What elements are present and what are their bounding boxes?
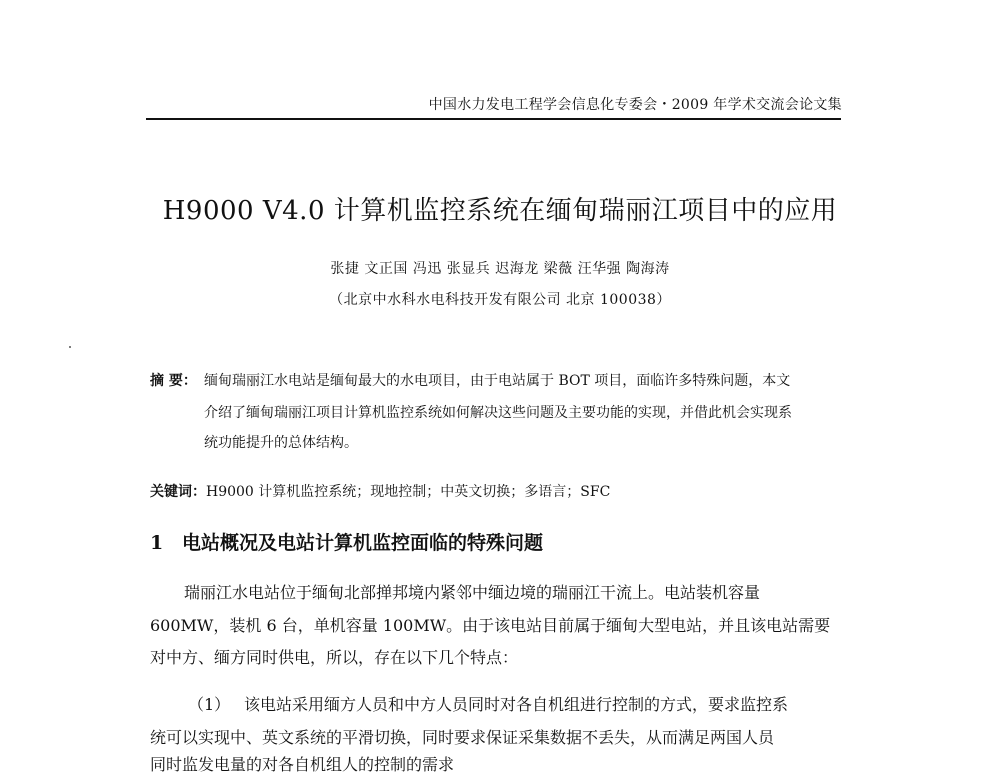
list-item-line: 统可以实现中、英文系统的平滑切换，同时要求保证采集数据不丢失，从而满足两国人员 [150,728,775,747]
keywords-text: H9000 计算机监控系统；现地控制；中英文切换；多语言；SFC [206,484,611,500]
list-item-text: 该电站采用缅方人员和中方人员同时对各自机组进行控制的方式，要求监控系 [244,695,789,714]
abstract-line: 缅甸瑞丽江水电站是缅甸最大的水电项目，由于电站属于 BOT 项目，面临许多特殊问题，本文 [204,373,791,389]
running-header [0,94,1000,116]
list-item-line [188,692,788,715]
keywords-label: 关键词： [150,484,206,500]
header-rule [146,118,841,120]
running-header-text: 中国水力发电工程学会信息化专委会・2009 年学术交流会论文集 [428,97,842,113]
section-number: 1 [150,532,164,554]
paper-title: H9000 V4.0 计算机监控系统在缅甸瑞丽江项目中的应用 [162,196,838,226]
abstract-line: 介绍了缅甸瑞丽江项目计算机监控系统如何解决这些问题及主要功能的实现，并借此机会实现系 [204,405,792,421]
list-item-line: 同时监发电量的对各自机组人的控制的需求 [150,755,455,774]
paragraph-line: 600MW，装机 6 台，单机容量 100MW。由于该电站目前属于缅甸大型电站，并且该电站需要 [150,616,831,635]
section-title: 电站概况及电站计算机监控面临的特殊问题 [182,532,544,554]
keywords-line [150,481,610,501]
paragraph-line: 对中方、缅方同时供电，所以，存在以下几个特点： [150,648,519,667]
paragraph-line: 瑞丽江水电站位于缅甸北部掸邦境内紧邻中缅边境的瑞丽江干流上。电站装机容量 [184,583,761,602]
section-heading [150,528,543,555]
abstract-line: 统功能提升的总体结构。 [204,435,358,451]
affiliation: （北京中水科水电科技开发有限公司 北京 100038） [329,292,671,308]
scan-speck [69,346,71,348]
abstract-label: 摘 要： [150,373,197,389]
author-list: 张捷 文正国 冯迅 张显兵 迟海龙 梁薇 汪华强 陶海涛 [330,261,670,277]
list-item-number: （1） [188,695,231,714]
